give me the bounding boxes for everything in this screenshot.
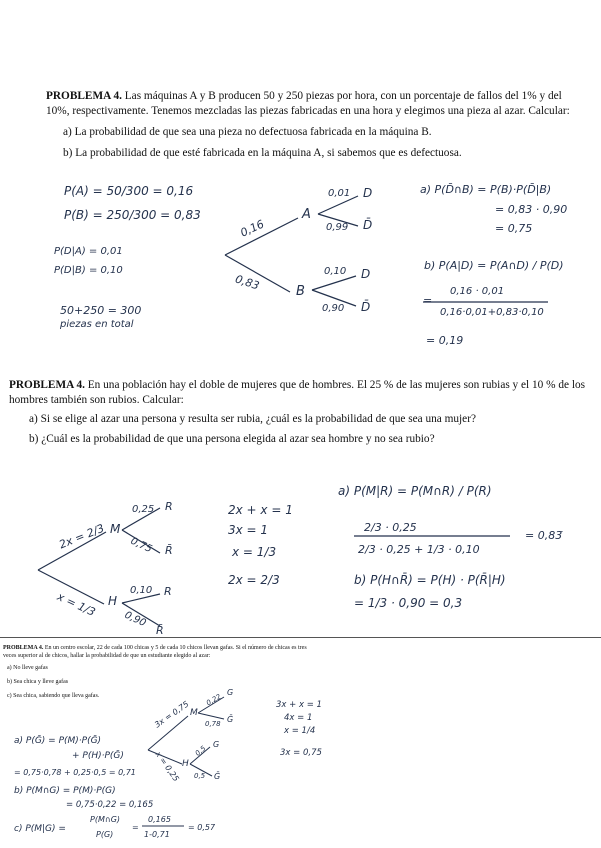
problem1-text1: Las máquinas A y B producen 50 y 250 piezas por hora, con un porcentaje de fallos del 1% y del (124, 90, 562, 102)
p1-leaf-nd2: D̄ (361, 300, 371, 314)
p2-ans-a1: a) P(M|R) = P(M∩R) / P(R) (338, 484, 492, 498)
p2-node-h: H (108, 594, 118, 608)
p2-ans-b2: = 1/3 · 0,90 = 0,3 (354, 596, 463, 610)
p1-ans-a3: = 0,75 (495, 222, 533, 235)
p3-leaf-ng2: Ḡ (214, 772, 221, 781)
problem3-title: PROBLEMA 4. (3, 645, 44, 651)
p2-ans-a-den: 2/3 · 0,25 + 1/3 · 0,10 (358, 543, 480, 556)
p1-node-a: A (302, 207, 311, 222)
p1-ans-b-eq: = (423, 294, 433, 307)
p1-ans-a1: a) P(D̄∩B) = P(B)·P(D̄|B) (420, 183, 552, 196)
p3-m-prob: 3x = 0,75 (152, 699, 191, 730)
problem2-question-b: b) ¿Cuál es la probabilidad de que una persona elegida al azar sea hombre y no sea rubio? (29, 433, 435, 445)
p3-ans-c-num1: P(M∩G) (90, 815, 121, 824)
problem1-question-a: a) La probabilidad de que sea una pieza no defectuosa fabricada en la máquina B. (63, 126, 432, 138)
p3-h-g: 0,5 (193, 744, 208, 758)
p2-node-m: M (110, 522, 121, 536)
p1-tree-a-prob: 0,16 (238, 217, 267, 240)
p1-node-b: B (296, 284, 305, 299)
p2-h-nr: 0,90 (122, 609, 148, 630)
p2-m-prob: 2x = 2/3 (57, 521, 107, 552)
p3-ans-c-eq: = (132, 823, 139, 832)
p2-eq4: 2x = 2/3 (228, 573, 280, 587)
p1-pda: P(D|A) = 0,01 (54, 246, 123, 257)
p1-a-d: 0,01 (328, 188, 351, 199)
problem3-line2: veces superior al de chicos, hallar la probabilidad de que un estudiante elegido al azar: (3, 653, 211, 659)
p3-m-g: 0,22 (205, 692, 223, 708)
problem2-title: PROBLEMA 4. (9, 379, 85, 391)
p1-pa: P(A) = 50/300 = 0,16 (64, 184, 194, 198)
problem1-question-b: b) La probabilidad de que esté fabricada en la máquina A, si sabemos que es defectuosa. (63, 147, 462, 159)
problem2-text1: En una población hay el doble de mujeres que de hombres. El 25 % de las mujeres son rubias y el 10 % de los (87, 379, 586, 391)
p1-pb: P(B) = 250/300 = 0,83 (64, 208, 201, 222)
p2-leaf-r2: R (164, 585, 172, 598)
problem2-line2: hombres también son rubios. Calcular: (9, 394, 184, 406)
p1-sum: 50+250 = 300 (60, 304, 142, 317)
p2-eq3: x = 1/3 (232, 545, 277, 559)
problem3-text1: En un centro escolar, 22 de cada 100 chicas y 5 de cada 10 chicos llevan gafas. Si el número de chicas es tres (44, 645, 307, 651)
p3-eq3: x = 1/4 (284, 726, 316, 736)
p3-eq4: 3x = 0,75 (280, 748, 322, 758)
p3-ans-c-res: = 0,57 (188, 823, 216, 832)
p2-m-nr: 0,75 (128, 535, 154, 556)
p2-m-r: 0,25 (132, 504, 155, 515)
p3-ans-a3: = 0,75·0,78 + 0,25·0,5 = 0,71 (14, 768, 136, 777)
p1-b-d: 0,10 (324, 266, 347, 277)
p2-leaf-nr1: R̄ (165, 544, 173, 557)
p1-tree-b-prob: 0,83 (233, 272, 261, 293)
p2-ans-a-num: 2/3 · 0,25 (364, 521, 417, 534)
p3-h-prob: x = 0,25 (153, 749, 181, 784)
p1-pdb: P(D|B) = 0,10 (54, 265, 123, 276)
problem2-question-a: a) Si se elige al azar una persona y resulta ser rubia, ¿cuál es la probabilidad de que sea una mujer? (29, 413, 476, 425)
p1-total: piezas en total (60, 319, 134, 330)
p2-eq2: 3x = 1 (228, 523, 269, 537)
p3-h-ng: 0,5 (194, 772, 206, 780)
problem3-question-b: b) Sea chica y lleve gafas (7, 679, 69, 685)
p2-eq1: 2x + x = 1 (228, 503, 293, 517)
p3-leaf-g2: G (213, 740, 220, 749)
p3-ans-c1: c) P(M|G) = (14, 824, 66, 834)
p2-leaf-r1: R (165, 500, 173, 513)
p2-h-r: 0,10 (130, 585, 153, 596)
p1-leaf-d2: D (361, 267, 371, 281)
p2-ans-a-res: = 0,83̄ (525, 529, 563, 542)
p3-eq1: 3x + x = 1 (276, 700, 322, 710)
problem1-title: PROBLEMA 4. (46, 90, 122, 102)
p3-node-h: H (182, 759, 189, 769)
p3-eq2: 4x = 1 (284, 713, 313, 723)
p1-ans-b-den: 0,16·0,01+0,83·0,10 (440, 307, 544, 318)
p3-ans-a1: a) P(Ḡ) = P(M)·P(Ḡ) (14, 736, 102, 746)
p1-leaf-nd1: D̄ (363, 218, 373, 232)
p1-leaf-d1: D (363, 186, 373, 200)
p3-ans-c-num2: 0,165 (148, 815, 171, 824)
p2-h-prob: x = 1/3 (55, 590, 98, 619)
p3-ans-c-den2: 1-0,71 (144, 830, 170, 839)
p3-ans-a2: + P(H)·P(Ḡ) (72, 751, 124, 761)
p3-leaf-g1: G (227, 688, 234, 697)
p1-ans-b1: b) P(A|D) = P(A∩D) / P(D) (424, 259, 564, 272)
p1-ans-a2: = 0,83 · 0,90 (495, 203, 568, 216)
p1-a-nd: 0,99 (326, 222, 349, 233)
p2-leaf-nr2: R̄ (156, 624, 164, 637)
problem1-line2: 10%, respectivamente. Tenemos mezcladas las piezas fabricadas en una hora y elegimos una pieza al azar. Calcular: (46, 105, 570, 117)
p3-ans-b1: b) P(M∩G) = P(M)·P(G) (14, 786, 116, 796)
p3-node-m: M (190, 708, 198, 718)
p1-b-nd: 0,90 (322, 303, 345, 314)
p3-leaf-ng1: Ḡ (227, 715, 234, 724)
p3-ans-b2: = 0,75·0,22 = 0,165 (66, 800, 154, 810)
problem3-question-a: a) No lleve gafas (7, 665, 48, 671)
p1-ans-b3: = 0,19 (426, 334, 464, 347)
p1-ans-b-num: 0,16 · 0,01 (450, 286, 505, 297)
p3-ans-c-den1: P(G) (96, 830, 114, 839)
problem3-question-c: c) Sea chica, sabiendo que lleva gafas. (7, 693, 100, 699)
p3-m-ng: 0,78 (205, 720, 221, 728)
p2-ans-b1: b) P(H∩R̄) = P(H) · P(R̄|H) (354, 573, 506, 587)
